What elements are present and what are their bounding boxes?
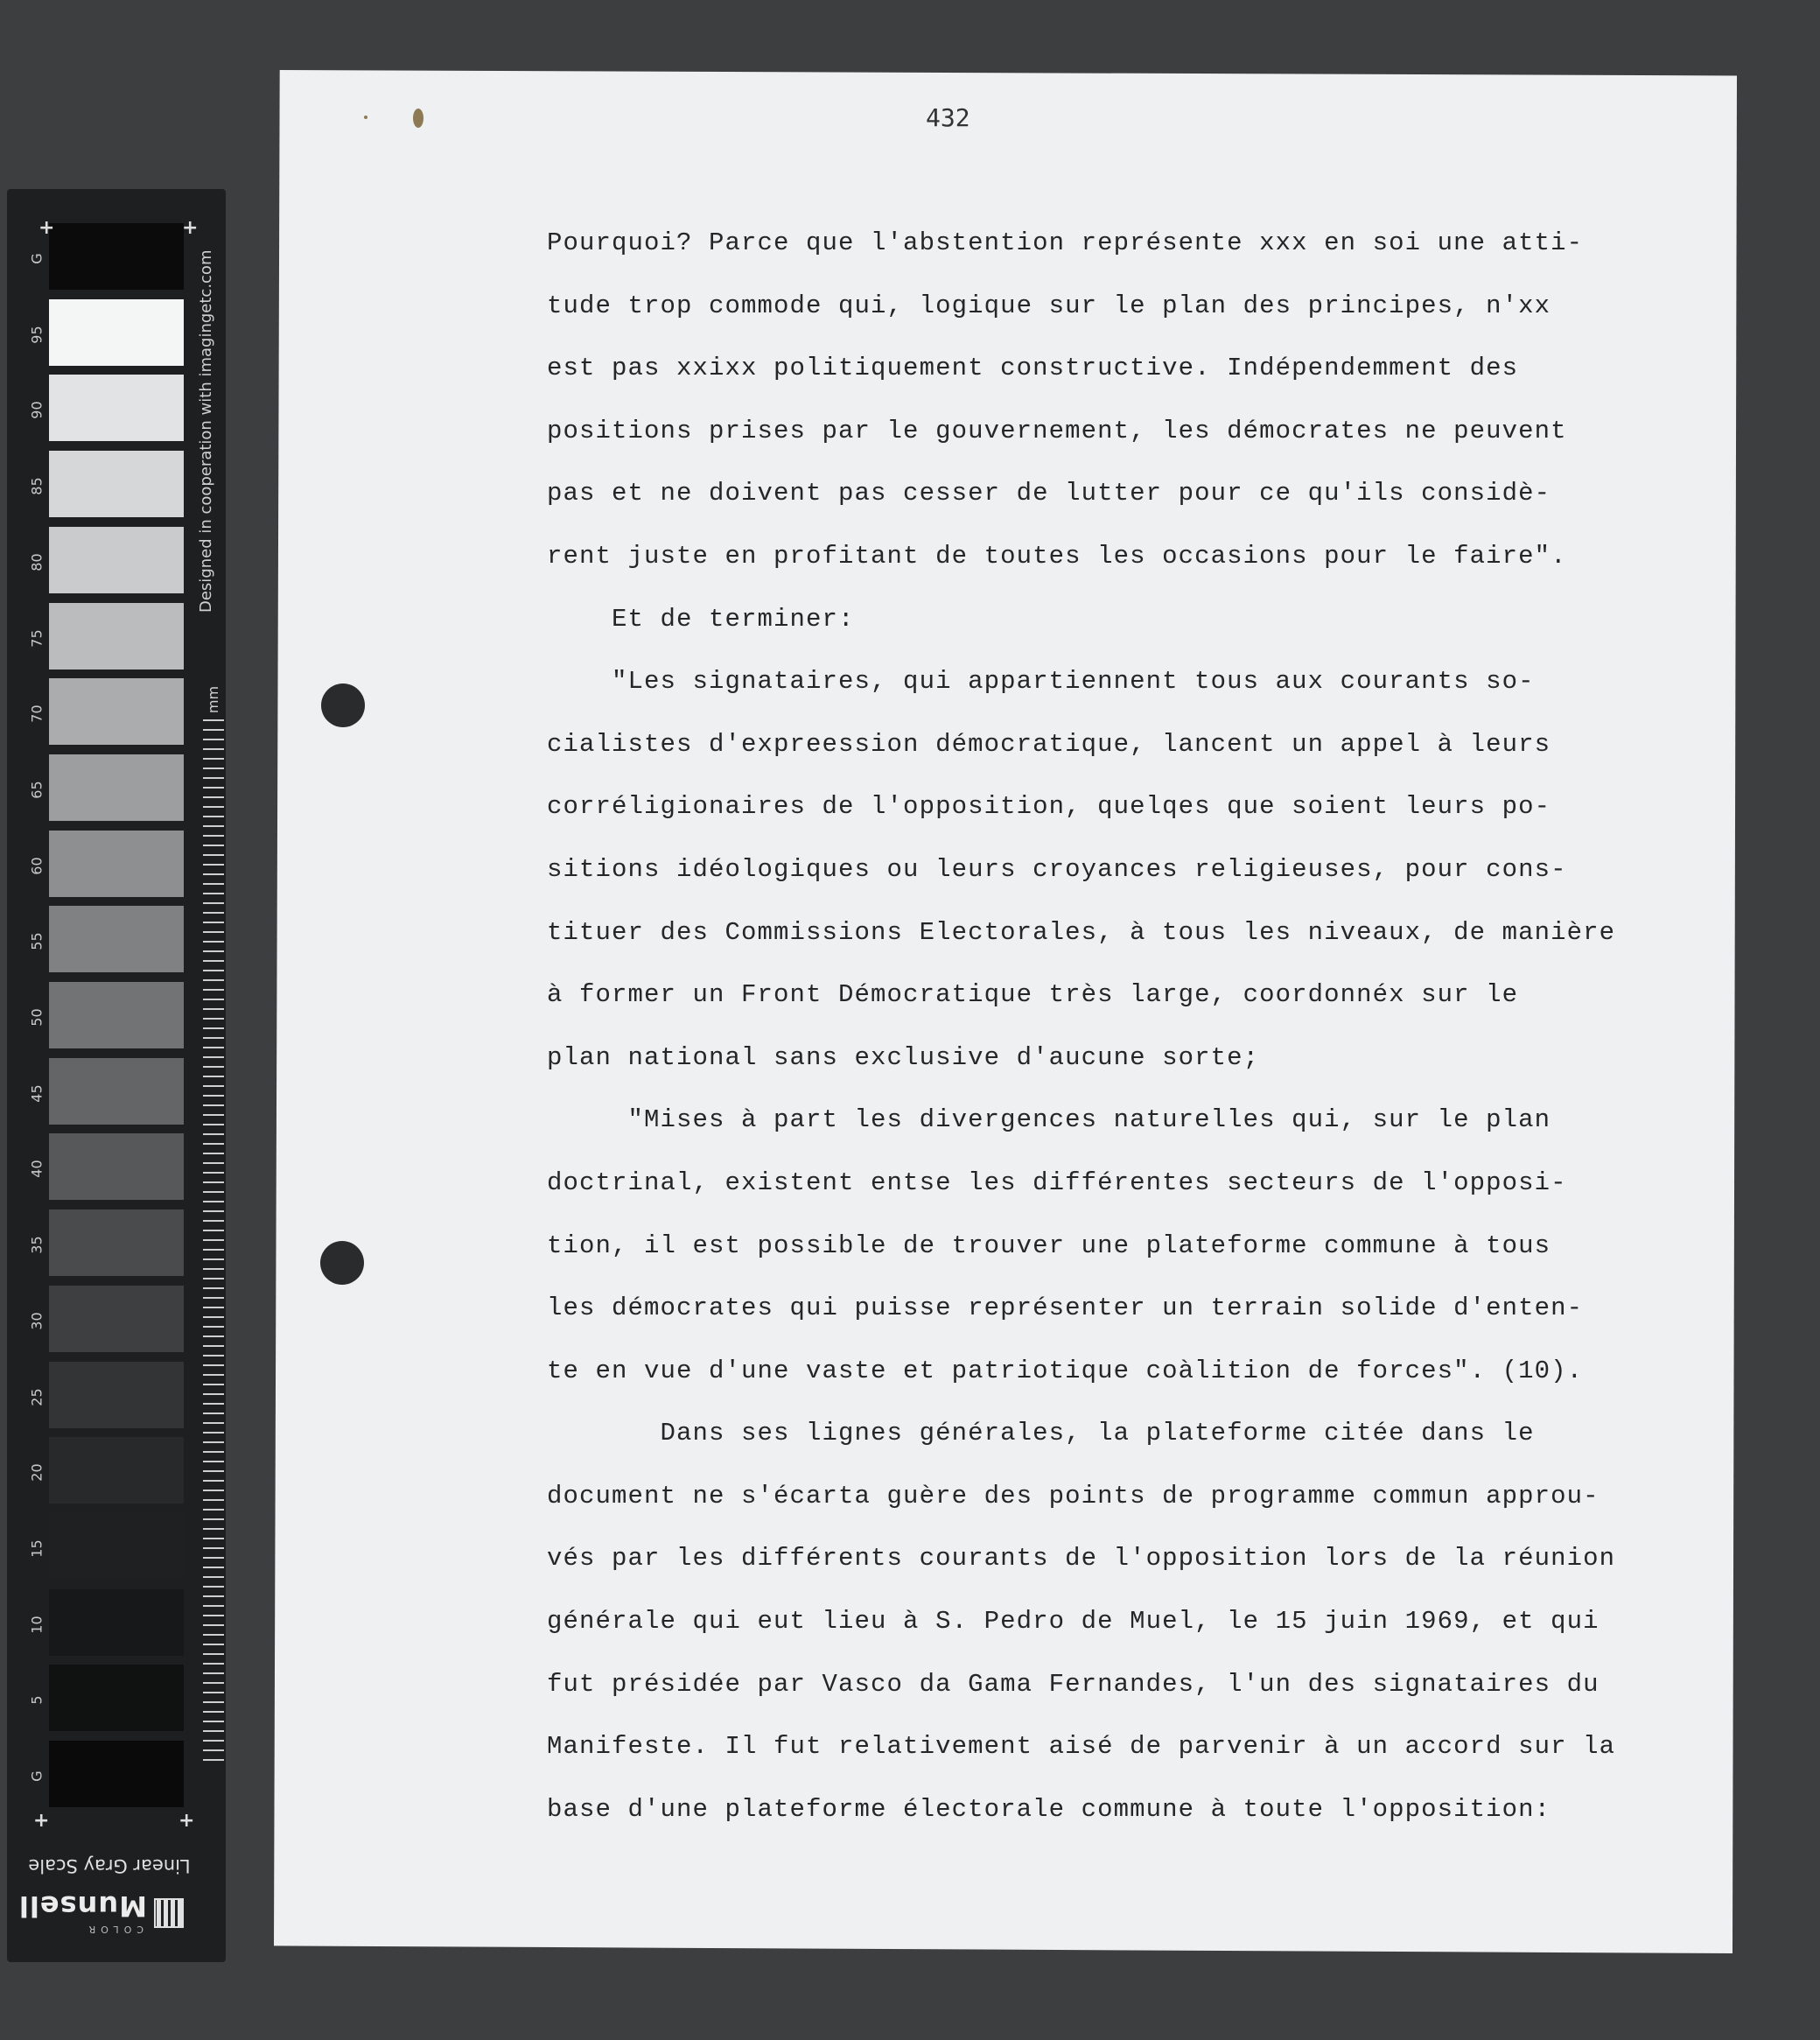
gray-scale-mark: G (28, 253, 46, 264)
gray-scale-mark: 65 (28, 781, 46, 799)
text-line: corréligionaires de l'opposition, quelqes que soient leurs po- (547, 792, 1551, 822)
punch-hole (321, 684, 365, 727)
gray-swatch (49, 678, 184, 745)
gray-swatch (49, 451, 184, 517)
text-line: Pourquoi? Parce que l'abstention représente xxx en soi une atti- (547, 228, 1584, 257)
ruler-unit-label: mm (205, 685, 222, 714)
gray-scale-mark: 10 (28, 1615, 46, 1634)
gray-scale-mark: 20 (28, 1463, 46, 1482)
gray-scale-mark: 60 (28, 856, 46, 875)
text-line: vés par les différents courants de l'opposition lors de la réunion (547, 1544, 1616, 1574)
text-line: les démocrates qui puisse représenter un terrain solide d'enten- (547, 1293, 1584, 1323)
gray-swatch (49, 603, 184, 669)
gray-swatch (49, 375, 184, 441)
gray-scale-mark: 45 (28, 1084, 46, 1103)
typed-text-body (547, 224, 1693, 1853)
gray-scale-mark: 5 (28, 1695, 46, 1705)
munsell-logo (18, 1889, 192, 1935)
text-line: à former un Front Démocratique très large, coordonnéx sur le (547, 980, 1519, 1010)
gray-scale-card (7, 189, 226, 1962)
registration-mark-icon: + (178, 1810, 195, 1832)
gray-scale-title: Linear Gray Scale (28, 1855, 191, 1876)
text-line: document ne s'écarta guère des points de programme commun approu- (547, 1481, 1600, 1511)
gray-swatch (49, 1665, 184, 1731)
gray-scale-mark: 25 (28, 1387, 46, 1406)
text-line: tituer des Commissions Electorales, à tous les niveaux, de manière (547, 917, 1616, 947)
text-line: fut présidée par Vasco da Gama Fernandes, l'un des signataires du (547, 1669, 1600, 1699)
page-number: 432 (926, 103, 970, 132)
text-line: rent juste en profitant de toutes les occasions pour le faire". (547, 541, 1567, 571)
gray-swatch (49, 982, 184, 1048)
text-line: base d'une plateforme électorale commune à toute l'opposition: (547, 1794, 1551, 1824)
text-line: générale qui eut lieu à S. Pedro de Muel, le 15 juin 1969, et qui (547, 1607, 1600, 1637)
gray-swatch (49, 1058, 184, 1125)
gray-scale-mark: 30 (28, 1312, 46, 1330)
gray-scale-mark: 85 (28, 477, 46, 495)
gray-swatch (49, 1437, 184, 1504)
paper-speck (364, 116, 368, 119)
gray-swatch (49, 1513, 184, 1580)
gray-scale-mark: 75 (28, 628, 46, 648)
text-line: plan national sans exclusive d'aucune sorte; (547, 1042, 1260, 1072)
gray-scale-mark: G (28, 1770, 46, 1782)
gray-scale-mark: 35 (28, 1236, 46, 1254)
text-line: "Les signataires, qui appartiennent tous aux courants so- (547, 667, 1535, 697)
paper-stain (413, 109, 424, 128)
gray-scale-mark: 80 (28, 553, 46, 571)
text-line: "Mises à part les divergences naturelles qui, sur le plan (547, 1105, 1551, 1135)
mm-ruler (203, 719, 224, 1766)
gray-swatch (49, 223, 184, 290)
text-line: tion, il est possible de trouver une plateforme commune à tous (547, 1230, 1551, 1260)
gray-swatch (49, 1589, 184, 1656)
text-line: pas et ne doivent pas cesser de lutter pour ce qu'ils considè- (547, 479, 1551, 508)
text-line: sitions idéologiques ou leurs croyances religieuses, pour cons- (547, 854, 1567, 884)
munsell-grid-icon (154, 1898, 184, 1928)
text-line: doctrinal, existent entse les différentes secteurs de l'opposi- (547, 1167, 1567, 1197)
gray-swatch (49, 1209, 184, 1276)
text-line: tude trop commode qui, logique sur le plan des principes, n'xx (547, 291, 1551, 320)
gray-swatch (49, 906, 184, 972)
text-line: te en vue d'une vaste et patriotique coàlition de forces". (10). (547, 1356, 1584, 1385)
registration-mark-icon: + (38, 217, 55, 239)
text-line: Et de terminer: (547, 604, 855, 634)
gray-swatch (49, 1741, 184, 1807)
text-line: positions prises par le gouvernement, les démocrates ne peuvent (547, 416, 1567, 445)
gray-scale-mark: 50 (28, 1008, 46, 1027)
gray-swatch (49, 754, 184, 821)
text-line: est pas xxixx politiquement constructive. Indépendemment des (547, 354, 1519, 383)
gray-swatch (49, 299, 184, 366)
text-line: Dans ses lignes générales, la plateforme citée dans le (547, 1419, 1535, 1448)
brand-subtitle: COLOR (83, 1924, 144, 1935)
gray-swatch (49, 527, 184, 593)
text-line: Manifeste. Il fut relativement aisé de parvenir à un accord sur la (547, 1732, 1616, 1762)
gray-swatch (49, 1362, 184, 1428)
gray-scale-mark: 70 (28, 705, 46, 723)
gray-scale-mark: 15 (28, 1539, 46, 1558)
registration-mark-icon: + (182, 217, 199, 239)
registration-mark-icon: + (33, 1810, 50, 1832)
punch-hole (320, 1241, 364, 1285)
gray-swatch (49, 1133, 184, 1200)
gray-scale-mark: 55 (28, 932, 46, 950)
gray-swatch (49, 831, 184, 897)
brand-name: Munsell (18, 1889, 147, 1923)
gray-scale-mark: 90 (28, 401, 46, 420)
gray-scale-mark: 95 (28, 326, 46, 344)
gray-scale-mark: 40 (28, 1160, 46, 1179)
text-line: cialistes d'expreession démocratique, lancent un appel à leurs (547, 729, 1551, 759)
gray-swatch (49, 1286, 184, 1352)
